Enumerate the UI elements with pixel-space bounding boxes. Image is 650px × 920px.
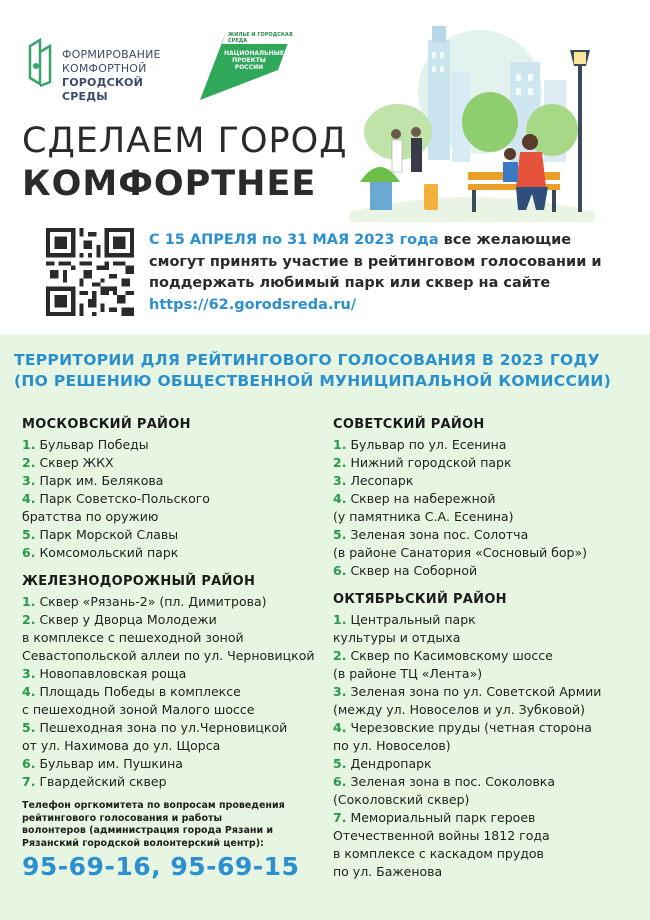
list-item	[333, 827, 633, 845]
list-item	[22, 490, 322, 508]
list-item-text: Нижний городской парк	[350, 455, 512, 470]
logo2-small-text: ЖИЛЬЕ И ГОРОДСКАЯ СРЕДА	[228, 32, 293, 44]
headline	[22, 120, 348, 206]
list-item-text: Сквер по Касимовскому шоссе	[350, 648, 553, 663]
list-item-number: 1.	[333, 612, 347, 627]
list-item-text: Бульвар по ул. Есенина	[350, 437, 507, 452]
site-link[interactable]: https://62.gorodsreda.ru/	[149, 296, 357, 313]
list-item-text: (в районе ТЦ «Лента»)	[333, 666, 483, 681]
list-item	[22, 755, 322, 773]
list-item-number: 6.	[333, 774, 347, 789]
list-item-text: Сквер у Дворца Молодежи	[39, 612, 217, 627]
list-item	[22, 665, 322, 683]
list-item	[22, 544, 322, 562]
list-item-text: Пешеходная зона по ул.Черновицкой	[39, 720, 288, 735]
list-item	[333, 544, 633, 562]
list-item	[333, 773, 633, 791]
list-item	[333, 845, 633, 863]
list-item-number: 4.	[333, 720, 347, 735]
list-item-text: Зеленая зона в пос. Соколовка	[350, 774, 556, 789]
contact-label: Телефон оргкомитета по вопросам проведения рейтингового голосования и работы волонтеров (администрация города Рязани и Рязанский городской волонтерский центр):	[22, 800, 285, 849]
headline-line-1: СДЕЛАЕМ ГОРОД	[22, 121, 348, 161]
list-item	[333, 647, 633, 665]
list-item-number: 5.	[333, 756, 347, 771]
list-item-text: (между ул. Новоселов и ул. Зубковой)	[333, 702, 585, 717]
list-item	[22, 508, 322, 526]
list-item	[22, 454, 322, 472]
left-column	[22, 416, 322, 791]
list-item-number: 5.	[22, 720, 36, 735]
list-item	[22, 647, 322, 665]
list-item	[333, 454, 633, 472]
list-item-text: Зеленая зона пос. Солотча	[350, 527, 529, 542]
district-list-zheleznodorozhny	[22, 593, 322, 791]
list-item-number: 4.	[333, 491, 347, 506]
list-item-text: Сквер «Рязань-2» (пл. Димитрова)	[39, 594, 267, 609]
list-item	[333, 809, 633, 827]
list-item-number: 3.	[22, 473, 36, 488]
list-item-text: Дендропарк	[350, 756, 432, 771]
list-item	[333, 701, 633, 719]
list-item-text: Отечественной войны 1812 года	[333, 828, 550, 843]
logo-line-3: ГОРОДСКОЙ СРЕДЫ	[62, 76, 143, 103]
list-item	[333, 562, 633, 580]
list-item-text: (у памятника С.А. Есенина)	[333, 509, 514, 524]
list-item-number: 1.	[333, 437, 347, 452]
list-item	[333, 508, 633, 526]
logo-line-1: ФОРМИРОВАНИЕ	[62, 48, 161, 61]
list-item-text: Севастопольской аллеи по ул. Черновицкой	[22, 648, 315, 663]
list-item-text: культуры и отдыха	[333, 630, 461, 645]
list-item	[22, 629, 322, 647]
list-item	[22, 611, 322, 629]
district-list-moskovsky	[22, 436, 322, 562]
list-item	[22, 436, 322, 454]
logo2-big-text: НАЦИОНАЛЬНЫЕ ПРОЕКТЫ РОССИИ	[224, 50, 284, 71]
announcement-body: все желающие смогут принять участие в рейтинговом голосовании и поддержать любимый парк или сквер на сайте	[149, 232, 602, 291]
section-title	[14, 350, 634, 392]
list-item	[22, 683, 322, 701]
list-item-text: Парк Советско-Польского	[39, 491, 210, 506]
qr-code-icon[interactable]	[46, 228, 134, 316]
national-projects-logo	[196, 30, 296, 102]
comfortable-city-logo	[26, 38, 186, 103]
list-item-number: 2.	[333, 648, 347, 663]
list-item-number: 2.	[333, 455, 347, 470]
list-item	[333, 719, 633, 737]
list-item	[333, 490, 633, 508]
list-item-number: 5.	[22, 527, 36, 542]
section-title-line-1: ТЕРРИТОРИИ ДЛЯ РЕЙТИНГОВОГО ГОЛОСОВАНИЯ В 2023 ГОДУ	[14, 351, 600, 369]
list-item-text: Гвардейский сквер	[39, 774, 167, 789]
list-item-text: Лесопарк	[350, 473, 414, 488]
list-item-text: Сквер ЖКХ	[39, 455, 114, 470]
list-item-text: по ул. Баженова	[333, 864, 443, 879]
list-item	[333, 665, 633, 683]
list-item	[333, 791, 633, 809]
voting-dates: С 15 АПРЕЛЯ по 31 МАЯ 2023 года	[149, 232, 439, 248]
list-item-number: 3.	[333, 473, 347, 488]
list-item	[333, 611, 633, 629]
list-item	[333, 863, 633, 881]
list-item-text: от ул. Нахимова до ул. Щорса	[22, 738, 221, 753]
list-item-text: Площадь Победы в комплексе	[39, 684, 241, 699]
list-item-number: 3.	[333, 684, 347, 699]
section-title-line-2: (ПО РЕШЕНИЮ ОБЩЕСТВЕННОЙ МУНИЦИПАЛЬНОЙ КОМИССИИ)	[14, 372, 612, 390]
list-item-text: Центральный парк	[350, 612, 476, 627]
list-item	[22, 472, 322, 490]
district-title-sovetsky: СОВЕТСКИЙ РАЙОН	[333, 417, 485, 432]
list-item-text: Черезовские пруды (четная сторона	[350, 720, 592, 735]
list-item-number: 5.	[333, 527, 347, 542]
contact-phone[interactable]: 95-69-16, 95-69-15	[22, 852, 300, 881]
announcement-text	[149, 230, 619, 316]
list-item	[333, 472, 633, 490]
list-item	[22, 593, 322, 611]
list-item	[333, 436, 633, 454]
list-item-number: 2.	[22, 455, 36, 470]
list-item-number: 6.	[22, 756, 36, 771]
list-item-number: 2.	[22, 612, 36, 627]
list-item-text: Бульвар им. Пушкина	[39, 756, 183, 771]
list-item-number: 1.	[22, 594, 36, 609]
district-list-oktyabrsky	[333, 611, 633, 881]
list-item-number: 1.	[22, 437, 36, 452]
right-column	[333, 416, 633, 881]
list-item-text: братства по оружию	[22, 509, 159, 524]
list-item-text: Парк им. Белякова	[39, 473, 164, 488]
list-item-text: в комплексе с каскадом прудов	[333, 846, 544, 861]
list-item-text: по ул. Новоселов)	[333, 738, 451, 753]
list-item-number: 3.	[22, 666, 36, 681]
list-item	[333, 629, 633, 647]
list-item-text: Сквер на Соборной	[350, 563, 478, 578]
list-item	[22, 737, 322, 755]
list-item-number: 7.	[333, 810, 347, 825]
list-item-number: 7.	[22, 774, 36, 789]
list-item-text: Зеленая зона по ул. Советской Армии	[350, 684, 602, 699]
logo-line-2: КОМФОРТНОЙ	[62, 62, 147, 75]
district-title-zheleznodorozhny: ЖЕЛЕЗНОДОРОЖНЫЙ РАЙОН	[22, 574, 256, 589]
list-item-text: Парк Морской Славы	[39, 527, 179, 542]
headline-line-2: КОМФОРТНЕЕ	[22, 164, 317, 204]
city-environment-logo-icon	[26, 38, 54, 88]
list-item	[333, 755, 633, 773]
list-item-text: Мемориальный парк героев	[350, 810, 536, 825]
list-item	[22, 526, 322, 544]
list-item	[333, 737, 633, 755]
list-item-text: (в районе Санатория «Сосновый бор»)	[333, 545, 587, 560]
list-item-text: с пешеходной зоной Малого шоссе	[22, 702, 255, 717]
list-item-number: 6.	[333, 563, 347, 578]
list-item-number: 4.	[22, 684, 36, 699]
list-item	[22, 719, 322, 737]
list-item-text: Бульвар Победы	[39, 437, 149, 452]
list-item-text: Комсомольский парк	[39, 545, 179, 560]
list-item	[333, 526, 633, 544]
district-title-oktyabrsky: ОКТЯБРЬСКИЙ РАЙОН	[333, 592, 507, 607]
list-item-number: 6.	[22, 545, 36, 560]
list-item-text: Новопавловская роща	[39, 666, 187, 681]
list-item	[22, 701, 322, 719]
list-item-text: Сквер на набережной	[350, 491, 496, 506]
list-item-number: 4.	[22, 491, 36, 506]
list-item-text: (Соколовский сквер)	[333, 792, 470, 807]
list-item	[22, 773, 322, 791]
list-item	[333, 683, 633, 701]
list-item-text: в комплексе с пешеходной зоной	[22, 630, 244, 645]
district-title-moskovsky: МОСКОВСКИЙ РАЙОН	[22, 417, 191, 432]
district-list-sovetsky	[333, 436, 633, 580]
park-illustration	[340, 22, 605, 222]
